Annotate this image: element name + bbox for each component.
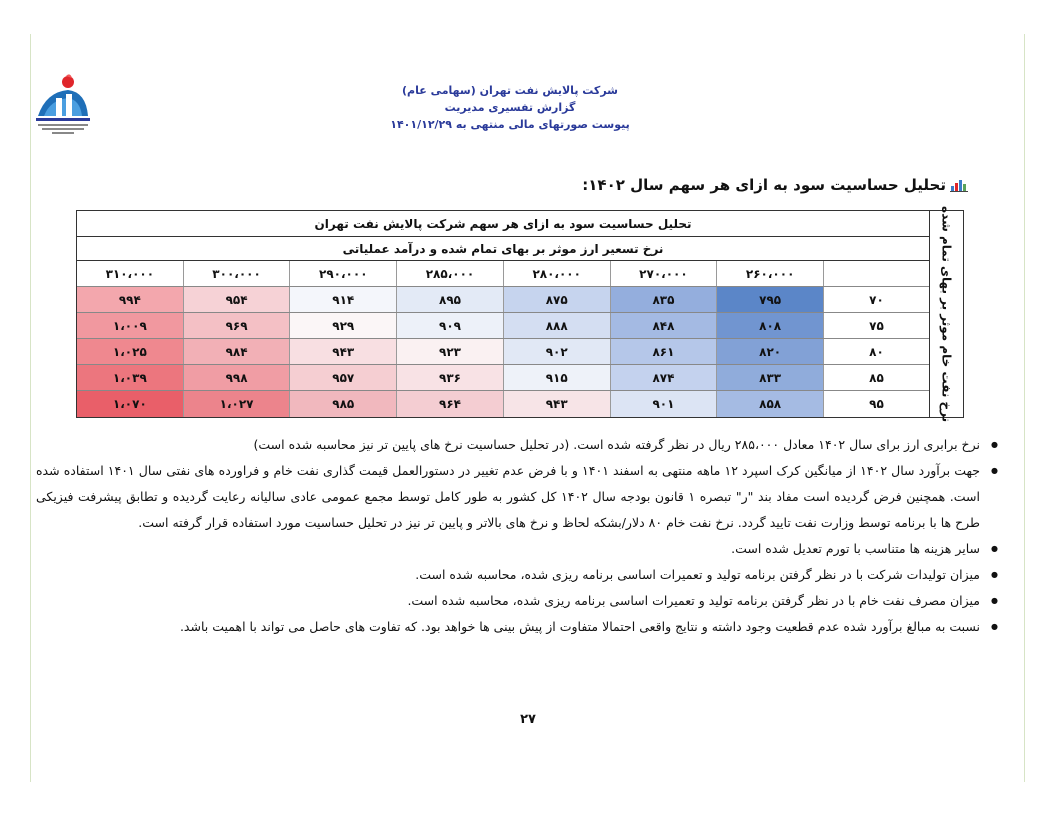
chart-icon — [950, 178, 968, 192]
table-cell: ۹۲۳ — [396, 339, 503, 364]
table-cell: ۹۲۹ — [289, 313, 396, 338]
table-cell: ۹۵۷ — [289, 365, 396, 390]
column-header: ۲۷۰،۰۰۰ — [610, 261, 717, 286]
table-cell: ۸۶۱ — [610, 339, 717, 364]
table-cell: ۹۸۴ — [183, 339, 290, 364]
assumptions-list — [36, 432, 998, 640]
table-cell: ۹۹۸ — [183, 365, 290, 390]
table-cell: ۹۹۴ — [77, 287, 183, 312]
table-cell: ۸۷۵ — [503, 287, 610, 312]
table-cell: ۸۴۸ — [610, 313, 717, 338]
list-item: ● جهت برآورد سال ۱۴۰۲ از میانگین کرک اسپرد ۱۲ ماهه منتهی به اسفند ۱۴۰۱ و با فرض عدم تغییر در دستورالعمل قیمت گذاری نفت خام و فراورده های نفتی سال ۱۴۰۱ استفاده شده است. همچنین فرض گردیده است مفاد بند "ر" تبصره ۱ قانون بودجه سال ۱۴۰۲ کل کشور به طور کامل توسط مجمع عمومی عادی سالیانه رعایت گردیده و تطابق پیشرفت فیزیکی طرح ها با برنامه توسط وزارت نفت تایید گردد. نرخ نفت خام ۸۰ دلار/بشکه لحاظ و نرخ های بالاتر و پایین تر نیز در تحلیل حساسیت مورد استفاده قرار گرفته است. — [36, 458, 998, 536]
corner-cell — [823, 261, 929, 286]
table-cell: ۹۴۳ — [503, 391, 610, 417]
table-title: تحلیل حساسیت سود به ازای هر سهم شرکت پالایش نفت تهران — [77, 211, 929, 237]
table-cell: ۹۳۶ — [396, 365, 503, 390]
row-label: ۸۰ — [823, 339, 929, 364]
table-cell: ۹۸۵ — [289, 391, 396, 417]
table-cell: ۱،۰۲۷ — [183, 391, 290, 417]
section-title — [582, 176, 968, 194]
column-header: ۲۶۰،۰۰۰ — [716, 261, 823, 286]
report-header — [300, 82, 720, 133]
list-item: ● نرخ برابری ارز برای سال ۱۴۰۲ معادل ۲۸۵،۰۰۰ ریال در نظر گرفته شده است. (در تحلیل حساسیت نرخ های پایین تر نیز محاسبه شده است) — [36, 432, 998, 458]
table-cell: ۸۰۸ — [716, 313, 823, 338]
section-title-text: تحلیل حساسیت سود به ازای هر سهم سال ۱۴۰۲: — [582, 176, 946, 194]
company-logo — [30, 72, 90, 142]
table-cell: ۹۰۲ — [503, 339, 610, 364]
table-cell: ۹۶۹ — [183, 313, 290, 338]
column-header: ۲۹۰،۰۰۰ — [289, 261, 396, 286]
row-label: ۹۵ — [823, 391, 929, 417]
page-margin-right — [1024, 34, 1025, 782]
list-item: ● سایر هزینه ها متناسب با تورم تعدیل شده است. — [36, 536, 998, 562]
row-label: ۸۵ — [823, 365, 929, 390]
column-header: ۲۸۵،۰۰۰ — [396, 261, 503, 286]
report-name: گزارش تفسیری مدیریت — [444, 101, 576, 114]
table-cell: ۹۰۱ — [610, 391, 717, 417]
table-cell: ۹۱۴ — [289, 287, 396, 312]
table-cell: ۸۳۵ — [610, 287, 717, 312]
column-header: ۲۸۰،۰۰۰ — [503, 261, 610, 286]
table-row — [77, 365, 929, 391]
list-item: ● نسبت به مبالغ برآورد شده عدم قطعیت وجود داشته و نتایج واقعی احتمالا متفاوت از پیش بینی ها خواهد بود. که تفاوت های حاصل می تواند با اهمیت باشد. — [36, 614, 998, 640]
row-label: ۷۵ — [823, 313, 929, 338]
row-label: ۷۰ — [823, 287, 929, 312]
page-margin-left — [30, 34, 31, 782]
table-cell: ۹۰۹ — [396, 313, 503, 338]
table-cell: ۱،۰۰۹ — [77, 313, 183, 338]
attachment-line: پیوست صورتهای مالی منتهی به ۱۴۰۱/۱۲/۲۹ — [390, 118, 630, 131]
table-cell: ۹۱۵ — [503, 365, 610, 390]
table-cell: ۱،۰۷۰ — [77, 391, 183, 417]
page-number: ۲۷ — [520, 712, 536, 727]
table-row — [77, 287, 929, 313]
table-cell: ۹۴۳ — [289, 339, 396, 364]
table-row — [77, 313, 929, 339]
table-cell: ۸۷۴ — [610, 365, 717, 390]
table-cell: ۷۹۵ — [716, 287, 823, 312]
table-cell: ۱،۰۲۵ — [77, 339, 183, 364]
table-cell: ۹۵۴ — [183, 287, 290, 312]
table-cell: ۸۸۸ — [503, 313, 610, 338]
list-item: ● میزان مصرف نفت خام با در نظر گرفتن برنامه تولید و تعمیرات اساسی برنامه ریزی شده، محاسبه شده است. — [36, 588, 998, 614]
list-item: ● میزان تولیدات شرکت با در نظر گرفتن برنامه تولید و تعمیرات اساسی برنامه ریزی شده، محاسبه شده است. — [36, 562, 998, 588]
table-cell: ۸۵۸ — [716, 391, 823, 417]
sensitivity-table — [76, 205, 964, 423]
table-cell: ۱،۰۳۹ — [77, 365, 183, 390]
table-grid — [77, 211, 929, 417]
table-cell: ۹۶۴ — [396, 391, 503, 417]
side-axis-label — [929, 205, 963, 423]
column-header: ۳۰۰،۰۰۰ — [183, 261, 290, 286]
table-row — [77, 391, 929, 417]
table-cell: ۸۲۰ — [716, 339, 823, 364]
table-cell: ۸۳۳ — [716, 365, 823, 390]
table-row — [77, 339, 929, 365]
company-name: شرکت پالایش نفت تهران (سهامی عام) — [402, 84, 618, 97]
table-header-row — [77, 261, 929, 287]
table-cell: ۸۹۵ — [396, 287, 503, 312]
table-subtitle: نرخ تسعیر ارز موثر بر بهای تمام شده و درآمد عملیاتی — [77, 237, 929, 261]
side-axis-label-text: نرخ نفت خام موثر بر بهای تمام شده — [939, 205, 954, 423]
column-header: ۳۱۰،۰۰۰ — [105, 266, 155, 281]
